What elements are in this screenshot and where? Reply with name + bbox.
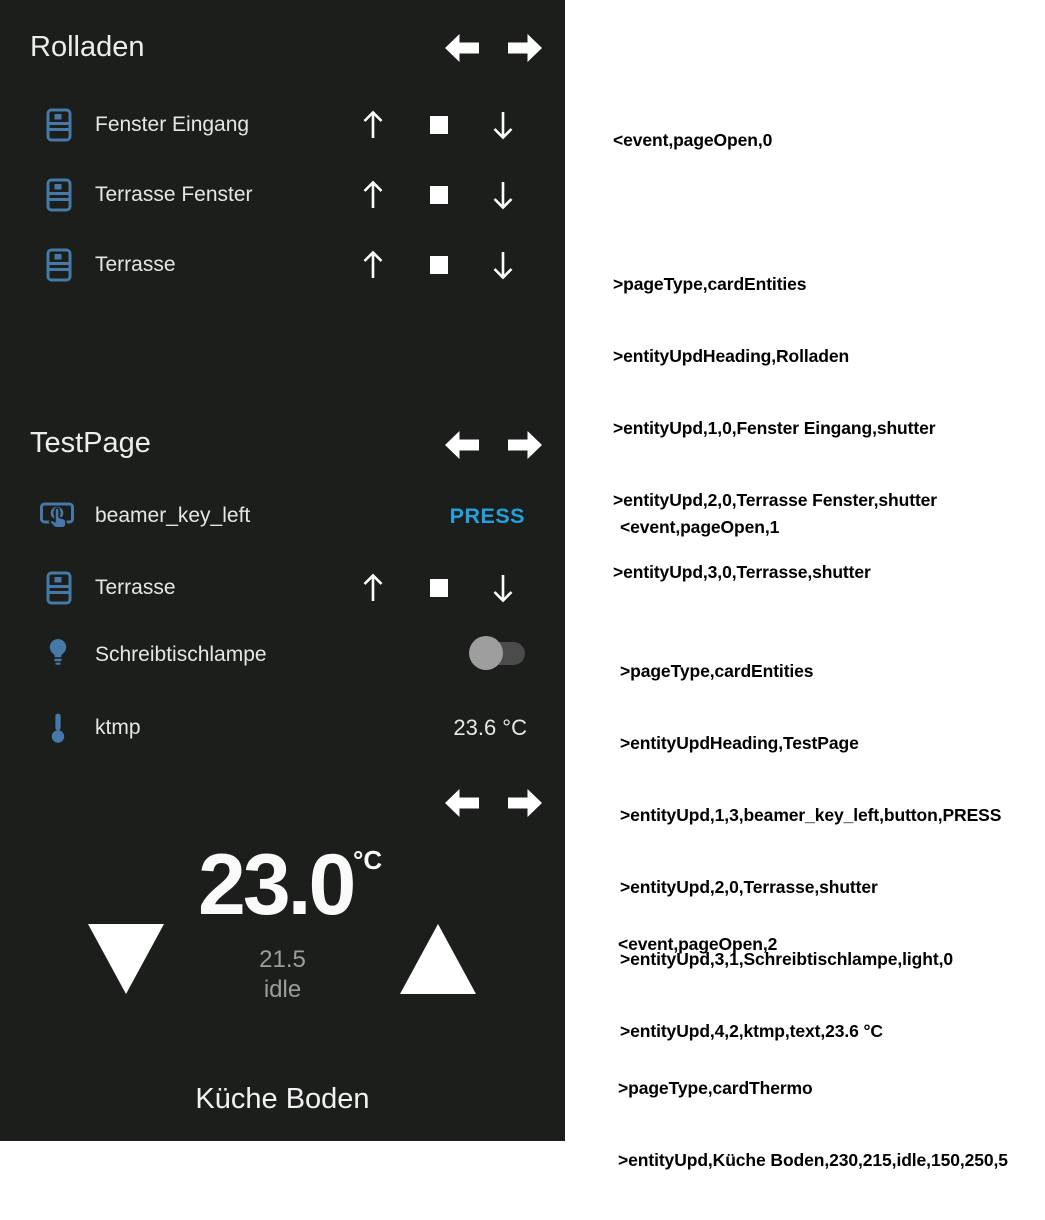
entity-label: Schreibtischlampe bbox=[95, 643, 267, 666]
protocol-line: >entityUpd,1,3,beamer_key_left,button,PRESS bbox=[620, 805, 1002, 825]
arrow-right-icon bbox=[507, 788, 543, 818]
shutter-up-button[interactable] bbox=[360, 109, 386, 141]
hvac-state: idle bbox=[263, 976, 302, 1003]
protocol-line: <event,pageOpen,0 bbox=[613, 130, 773, 150]
light-toggle-knob[interactable] bbox=[469, 636, 503, 670]
nav-prev-button[interactable] bbox=[444, 430, 480, 460]
protocol-line: >entityUpd,4,2,ktmp,text,23.6 °C bbox=[620, 1021, 883, 1041]
gesture-tap-button-icon bbox=[40, 501, 74, 529]
protocol-line bbox=[620, 587, 1001, 611]
shutter-stop-button[interactable] bbox=[430, 186, 448, 204]
arrow-down-icon bbox=[490, 179, 516, 211]
shutter-down-button[interactable] bbox=[490, 249, 516, 281]
arrow-up-icon bbox=[360, 109, 386, 141]
arrow-right-icon bbox=[507, 430, 543, 460]
arrow-left-icon bbox=[444, 788, 480, 818]
protocol-line: >pageType,cardThermo bbox=[618, 1078, 813, 1098]
sensor-value: 23.6 °C bbox=[453, 715, 527, 740]
window-shutter-icon bbox=[46, 178, 72, 212]
arrow-right-icon bbox=[507, 33, 543, 63]
protocol-line: >pageType,cardEntities bbox=[620, 661, 814, 681]
arrow-left-icon bbox=[444, 33, 480, 63]
page-title: TestPage bbox=[30, 427, 151, 459]
window-shutter-icon bbox=[46, 108, 72, 142]
page-title: Rolladen bbox=[30, 31, 145, 63]
arrow-up-icon bbox=[360, 179, 386, 211]
protocol-line: >entityUpd,Küche Boden,230,215,idle,150,250,5 bbox=[618, 1150, 1008, 1170]
nav-next-button[interactable] bbox=[507, 788, 543, 818]
nav-prev-button[interactable] bbox=[444, 33, 480, 63]
protocol-line: <event,pageOpen,1 bbox=[620, 517, 780, 537]
lightbulb-icon bbox=[46, 638, 70, 668]
shutter-up-button[interactable] bbox=[360, 572, 386, 604]
protocol-line: <event,pageOpen,2 bbox=[618, 934, 778, 954]
shutter-up-button[interactable] bbox=[360, 179, 386, 211]
shutter-stop-button[interactable] bbox=[430, 116, 448, 134]
shutter-down-button[interactable] bbox=[490, 109, 516, 141]
entity-label: Terrasse bbox=[95, 253, 176, 276]
entity-label: Terrasse Fenster bbox=[95, 183, 253, 206]
window-shutter-icon bbox=[46, 248, 72, 282]
window-shutter-icon bbox=[46, 571, 72, 605]
shutter-up-button[interactable] bbox=[360, 249, 386, 281]
shutter-stop-button[interactable] bbox=[430, 579, 448, 597]
protocol-line bbox=[613, 200, 937, 224]
thermometer-icon bbox=[48, 712, 68, 744]
protocol-line: >entityUpd,3,0,Terrasse,shutter bbox=[613, 562, 871, 582]
shutter-down-button[interactable] bbox=[490, 179, 516, 211]
protocol-line: >entityUpd,2,0,Terrasse,shutter bbox=[620, 877, 878, 897]
protocol-line: >entityUpd,3,1,Schreibtischlampe,light,0 bbox=[620, 949, 953, 969]
target-temperature: 21.5 bbox=[259, 946, 306, 973]
shutter-stop-button[interactable] bbox=[430, 256, 448, 274]
shutter-down-button[interactable] bbox=[490, 572, 516, 604]
arrow-left-icon bbox=[444, 430, 480, 460]
protocol-line bbox=[618, 1004, 1008, 1028]
protocol-line: >entityUpdHeading,Rolladen bbox=[613, 346, 850, 366]
protocol-line: >entityUpdHeading,TestPage bbox=[620, 733, 859, 753]
nav-prev-button[interactable] bbox=[444, 788, 480, 818]
nav-next-button[interactable] bbox=[507, 430, 543, 460]
protocol-line: >entityUpd,1,0,Fenster Eingang,shutter bbox=[613, 418, 936, 438]
arrow-down-icon bbox=[490, 572, 516, 604]
press-button[interactable]: PRESS bbox=[449, 504, 525, 528]
arrow-up-icon bbox=[360, 572, 386, 604]
current-temperature: 23.0 bbox=[198, 837, 354, 933]
protocol-block-page2 bbox=[618, 884, 1008, 1220]
arrow-down-icon bbox=[490, 109, 516, 141]
arrow-up-icon bbox=[360, 249, 386, 281]
entity-label: Terrasse bbox=[95, 576, 176, 599]
entity-label: beamer_key_left bbox=[95, 504, 251, 527]
arrow-down-icon bbox=[490, 249, 516, 281]
protocol-line: >entityUpd,2,0,Terrasse Fenster,shutter bbox=[613, 490, 938, 510]
temperature-unit: °C bbox=[353, 845, 383, 875]
thermostat-title: Küche Boden bbox=[195, 1083, 370, 1115]
nav-next-button[interactable] bbox=[507, 33, 543, 63]
entity-label: ktmp bbox=[95, 716, 141, 739]
protocol-line: >pageType,cardEntities bbox=[613, 274, 807, 294]
entity-label: Fenster Eingang bbox=[95, 113, 250, 136]
